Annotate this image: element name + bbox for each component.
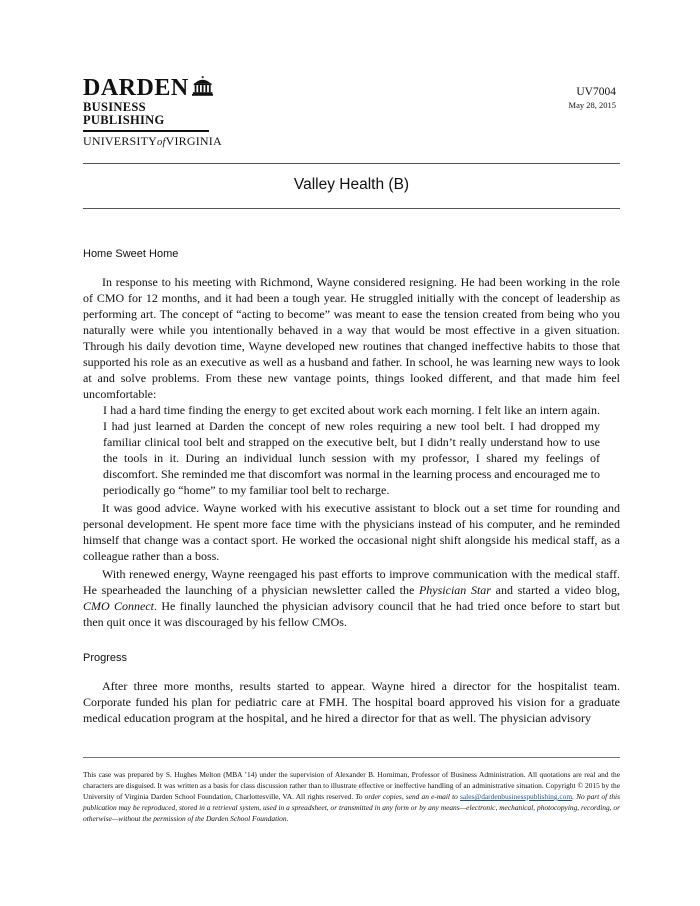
rotunda-icon <box>192 75 213 97</box>
section-heading-home-sweet-home: Home Sweet Home <box>83 248 179 260</box>
footer-text-a: This case was prepared by S. Hughes Melton (MBA ’14) under the supervision of Alexander B. Horniman, Professor of Business Administration. All quotations are real and the characters are disguised. It was written as a basis for class discussion rather than to illustrate effective or ineffective handling of an administrative situation. Copyright © 2015 by the University of Virginia Darden School Foundation, Charlottesville, VA. All rights reserved. <box>83 770 620 801</box>
title-top-rule <box>83 163 620 164</box>
physician-star-title: Physician Star <box>418 583 491 597</box>
logo-uva-text <box>83 133 222 150</box>
paragraph-1: In response to his meeting with Richmond, Wayne considered resigning. He had been working in the role of CMO for 12 months, and it had been a tough year. He struggled initially with the concept of leadership as performing art. The concept of “acting to become” was meant to ease the tension created from being who you naturally were while you intentionally behaved in a way that would be most effective in a given situation. Through his daily devotion time, Wayne developed new routines that changed ineffective habits to those that supported his role as an executive as well as a husband and father. In school, he was learning new ways to look at and solve problems. From these new vantage points, things looked different, and that made him feel uncomfortable: <box>83 275 620 401</box>
section-heading-progress: Progress <box>83 652 128 664</box>
paragraph-4-part-c: . He finally launched the physician advisory council that he had tried once before to start but then quit once it was discouraged by his fellow CMOs. <box>83 599 621 629</box>
footer-email-link[interactable]: sales@dardenbusinesspublishing.com <box>460 792 573 801</box>
paragraph-4-part-a: With renewed energy, Wayne reengaged his past efforts to improve communication with the medical staff. He spearheaded the launching of a physician newsletter called the <box>83 567 620 597</box>
title-bottom-rule <box>83 208 620 209</box>
paragraph-5: After three more months, results started to appear. Wayne hired a director for the hospitalist team. Corporate funded his plan for pediatric care at FMH. The hospital board approved his vision for a graduate medical education program at the hospital, and he hired a director for that as well. The physician advisory <box>83 679 620 725</box>
logo-of-text: of <box>157 136 166 148</box>
paragraph-4 <box>83 566 620 630</box>
logo-top-row <box>83 75 213 101</box>
footer-rule <box>83 757 620 758</box>
case-number: UV7004 <box>576 86 616 98</box>
logo-university-text: UNIVERSITY <box>83 133 157 148</box>
footer-notice <box>83 769 620 824</box>
darden-logo <box>83 75 222 150</box>
logo-virginia-text: VIRGINIA <box>165 133 222 148</box>
block-quote: I had a hard time finding the energy to get excited about work each morning. I felt like an intern again. I had just learned at Darden the concept of new roles requiring a new tool belt. I had dropped my familiar clinical tool belt and strapped on the executive belt, but I didn’t really understand how to use the tools in it. During an individual lunch session with my professor, I shared my feelings of discomfort. She reminded me that discomfort was normal in the learning process and encouraged me to periodically go “home” to my familiar tool belt to recharge. <box>103 403 600 497</box>
case-date: May 28, 2015 <box>568 100 616 110</box>
cmo-connect-title: CMO Connect <box>83 599 155 613</box>
logo-darden-text: DARDEN <box>83 75 189 101</box>
logo-business-publishing-text: BUSINESS PUBLISHING <box>83 100 165 127</box>
paragraph-4-part-b: and started a video blog, <box>490 583 621 597</box>
logo-divider <box>83 130 209 132</box>
footer-text-c: . No part of this publication may be reproduced, stored in a retrieval system, used in a spreadsheet, or transmitted in any form or by any means—electronic, mechanical, photocopying, recording, or otherwise—without the permission of the Darden School Foundation. <box>83 792 620 823</box>
footer-text-b: To order copies, send an e-mail to <box>355 792 461 801</box>
paragraph-3: It was good advice. Wayne worked with his executive assistant to block out a set time for rounding and personal development. He spent more face time with the physicians instead of his computer, and he reminded himself that change was a contact sport. He worked the occasional night shift alongside his medical staff, as a colleague rather than a boss. <box>83 501 620 563</box>
document-title: Valley Health (B) <box>293 176 410 193</box>
